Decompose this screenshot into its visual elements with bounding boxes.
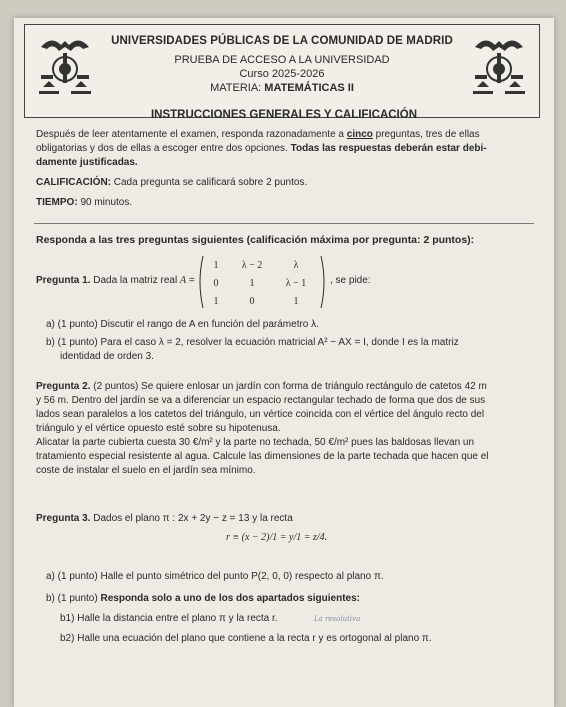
q3-part-b1: b1) Halle la distancia entre el plano π y la recta r.: [60, 613, 278, 624]
section-heading: Responda a las tres preguntas siguientes (calificación máxima por pregunta: 2 puntos):: [36, 234, 475, 246]
time-line: TIEMPO: 90 minutos.: [36, 197, 133, 208]
q1-after: , se pide:: [330, 275, 371, 286]
grading-line: CALIFICACIÓN: Cada pregunta se calificará sobre 2 puntos.: [36, 177, 308, 188]
university-name: UNIVERSIDADES PÚBLICAS DE LA COMUNIDAD DE MADRID: [111, 35, 453, 47]
instructions-title: INSTRUCCIONES GENERALES Y CALIFICACIÓN: [150, 109, 418, 121]
matrix-cell: λ − 2: [241, 260, 263, 271]
q3-part-a: a) (1 punto) Halle el punto simétrico del punto P(2, 0, 0) respecto al plano π.: [46, 571, 384, 582]
q3-part-b: b) (1 punto) Responda solo a uno de los dos apartados siguientes:: [46, 593, 360, 604]
matrix-cell: 0: [249, 296, 255, 307]
matrix-a: [196, 254, 328, 310]
q3-line-equation: r ≡ (x − 2)/1 = y/1 = z/4.: [226, 532, 328, 543]
handwritten-note: La resolutiva: [314, 615, 361, 623]
matrix-cell: λ − 1: [285, 278, 307, 289]
divider: [34, 223, 534, 224]
q2-text: Pregunta 2. (2 puntos) Se quiere enlosar un jardín con forma de triángulo rectángulo de catetos 42 m y 56 m. Dentro del jardín se va a diferenciar un espacio rectangular techado de forma que dos de sus lados sean paralelos a los catetos del triángulo, un vértice coincida con el vértice del ángulo recto del triángulo y el vértice opuesto esté sobre su hipotenusa. Alicatar la parte cubierta cuesta 30 €/m² y la parte no techada, 50 €/m² pues las baldosas llevan un tratamiento especial resistente al agua. Calcule las dimensiones de la parte techada que hacen que el coste de instalar el suelo en el jardín sea mínimo.: [36, 381, 489, 476]
instructions-paragraph: Después de leer atentamente el examen, responda razonadamente a cinco preguntas, tres de ellas obligatorias y dos de ellas a escoger entre dos opciones. Todas las respuestas deberán estar debi- damente justificadas.: [36, 129, 487, 168]
exam-header: [24, 24, 540, 118]
matrix-cell: 1: [213, 260, 219, 271]
q1-part-b: b) (1 punto) Para el caso λ = 2, resolver la ecuación matricial A² − AX = I, donde I es la matriz identidad de orden 3.: [46, 337, 459, 362]
matrix-cell: 0: [213, 278, 219, 289]
exam-name: PRUEBA DE ACCESO A LA UNIVERSIDAD: [174, 54, 390, 66]
subject: MATERIA: MATEMÁTICAS II: [210, 82, 354, 94]
matrix-cell: 1: [293, 296, 299, 307]
q3-part-b2: b2) Halle una ecuación del plano que contiene a la recta r y es ortogonal al plano π.: [60, 633, 432, 644]
matrix-cell: 1: [213, 296, 219, 307]
university-crest-icon: [467, 33, 531, 103]
q3-intro: Pregunta 3. Dados el plano π : 2x + 2y − z = 13 y la recta: [36, 513, 293, 524]
q1-intro: Pregunta 1. Dada la matriz real A =: [36, 275, 195, 286]
course-year: Curso 2025-2026: [239, 68, 325, 80]
exam-page: [14, 18, 554, 707]
university-crest-icon: [33, 33, 97, 103]
matrix-cell: λ: [293, 260, 299, 271]
matrix-cell: 1: [249, 278, 255, 289]
q1-part-a: a) (1 punto) Discutir el rango de A en función del parámetro λ.: [46, 319, 319, 330]
